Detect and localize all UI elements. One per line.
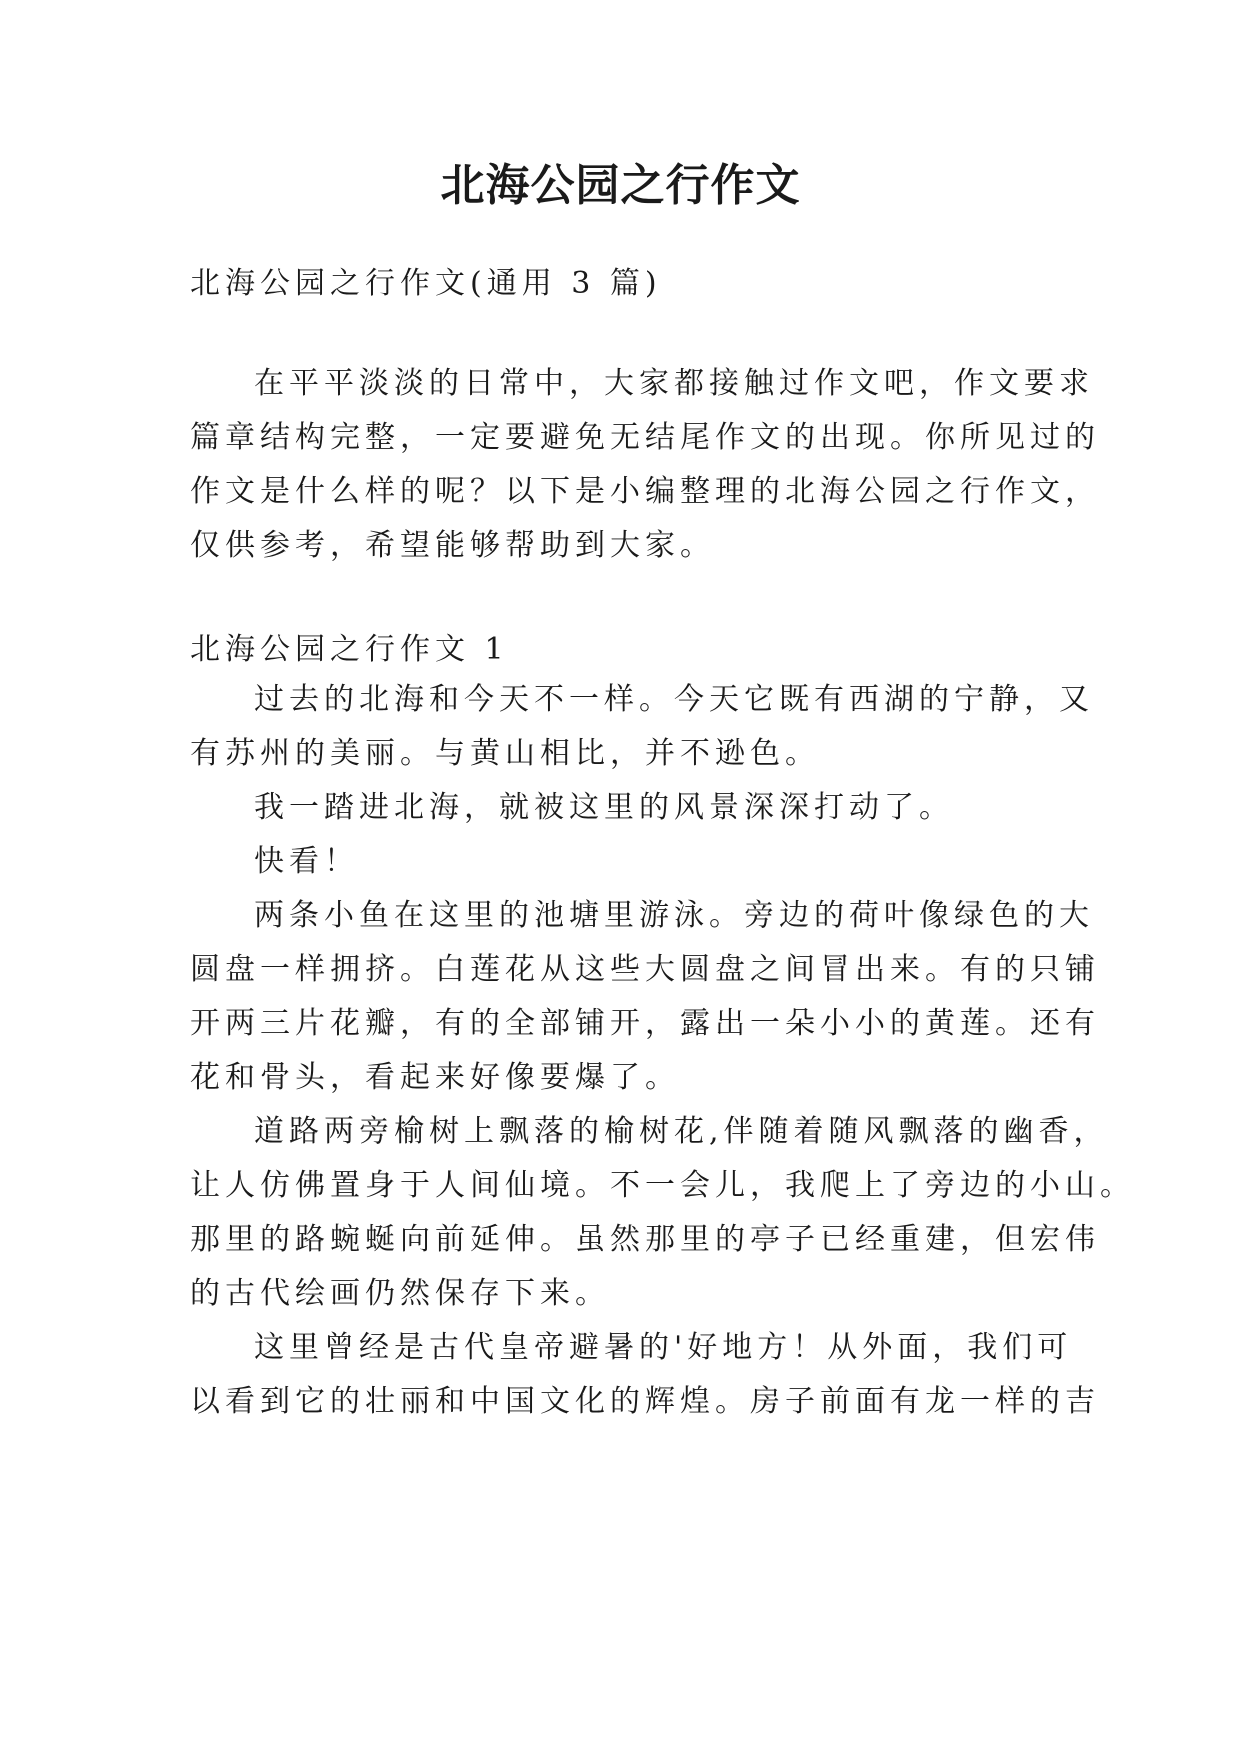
body-line: 花和骨头，看起来好像要爆了。 xyxy=(190,1060,680,1095)
body-line: 有苏州的美丽。与黄山相比，并不逊色。 xyxy=(190,736,820,771)
body-line: 那里的路蜿蜒向前延伸。虽然那里的亭子已经重建，但宏伟 xyxy=(190,1222,1100,1257)
section-heading: 北海公园之行作文 1 xyxy=(190,632,509,667)
body-line: 快看！ xyxy=(254,844,359,879)
intro-line: 仅供参考，希望能够帮助到大家。 xyxy=(190,528,715,563)
body-line: 的古代绘画仍然保存下来。 xyxy=(190,1276,610,1311)
page-title: 北海公园之行作文 xyxy=(440,160,801,211)
body-line: 两条小鱼在这里的池塘里游泳。旁边的荷叶像绿色的大 xyxy=(254,898,1094,933)
body-line: 这里曾经是古代皇帝避暑的'好地方！从外面，我们可 xyxy=(254,1330,1073,1365)
body-line: 以看到它的壮丽和中国文化的辉煌。房子前面有龙一样的吉 xyxy=(190,1384,1100,1419)
intro-line: 作文是什么样的呢？以下是小编整理的北海公园之行作文， xyxy=(190,474,1100,509)
subtitle: 北海公园之行作文(通用 3 篇) xyxy=(190,266,662,301)
body-line: 我一踏进北海，就被这里的风景深深打动了。 xyxy=(254,790,954,825)
body-line: 道路两旁榆树上飘落的榆树花,伴随着随风飘落的幽香， xyxy=(254,1114,1109,1149)
intro-line: 篇章结构完整，一定要避免无结尾作文的出现。你所见过的 xyxy=(190,420,1100,455)
body-line: 过去的北海和今天不一样。今天它既有西湖的宁静，又 xyxy=(254,682,1094,717)
body-line: 圆盘一样拥挤。白莲花从这些大圆盘之间冒出来。有的只铺 xyxy=(190,952,1100,987)
body-line: 让人仿佛置身于人间仙境。不一会儿，我爬上了旁边的小山。 xyxy=(190,1168,1135,1203)
intro-line: 在平平淡淡的日常中，大家都接触过作文吧，作文要求 xyxy=(254,366,1094,401)
body-line: 开两三片花瓣，有的全部铺开，露出一朵小小的黄莲。还有 xyxy=(190,1006,1100,1041)
